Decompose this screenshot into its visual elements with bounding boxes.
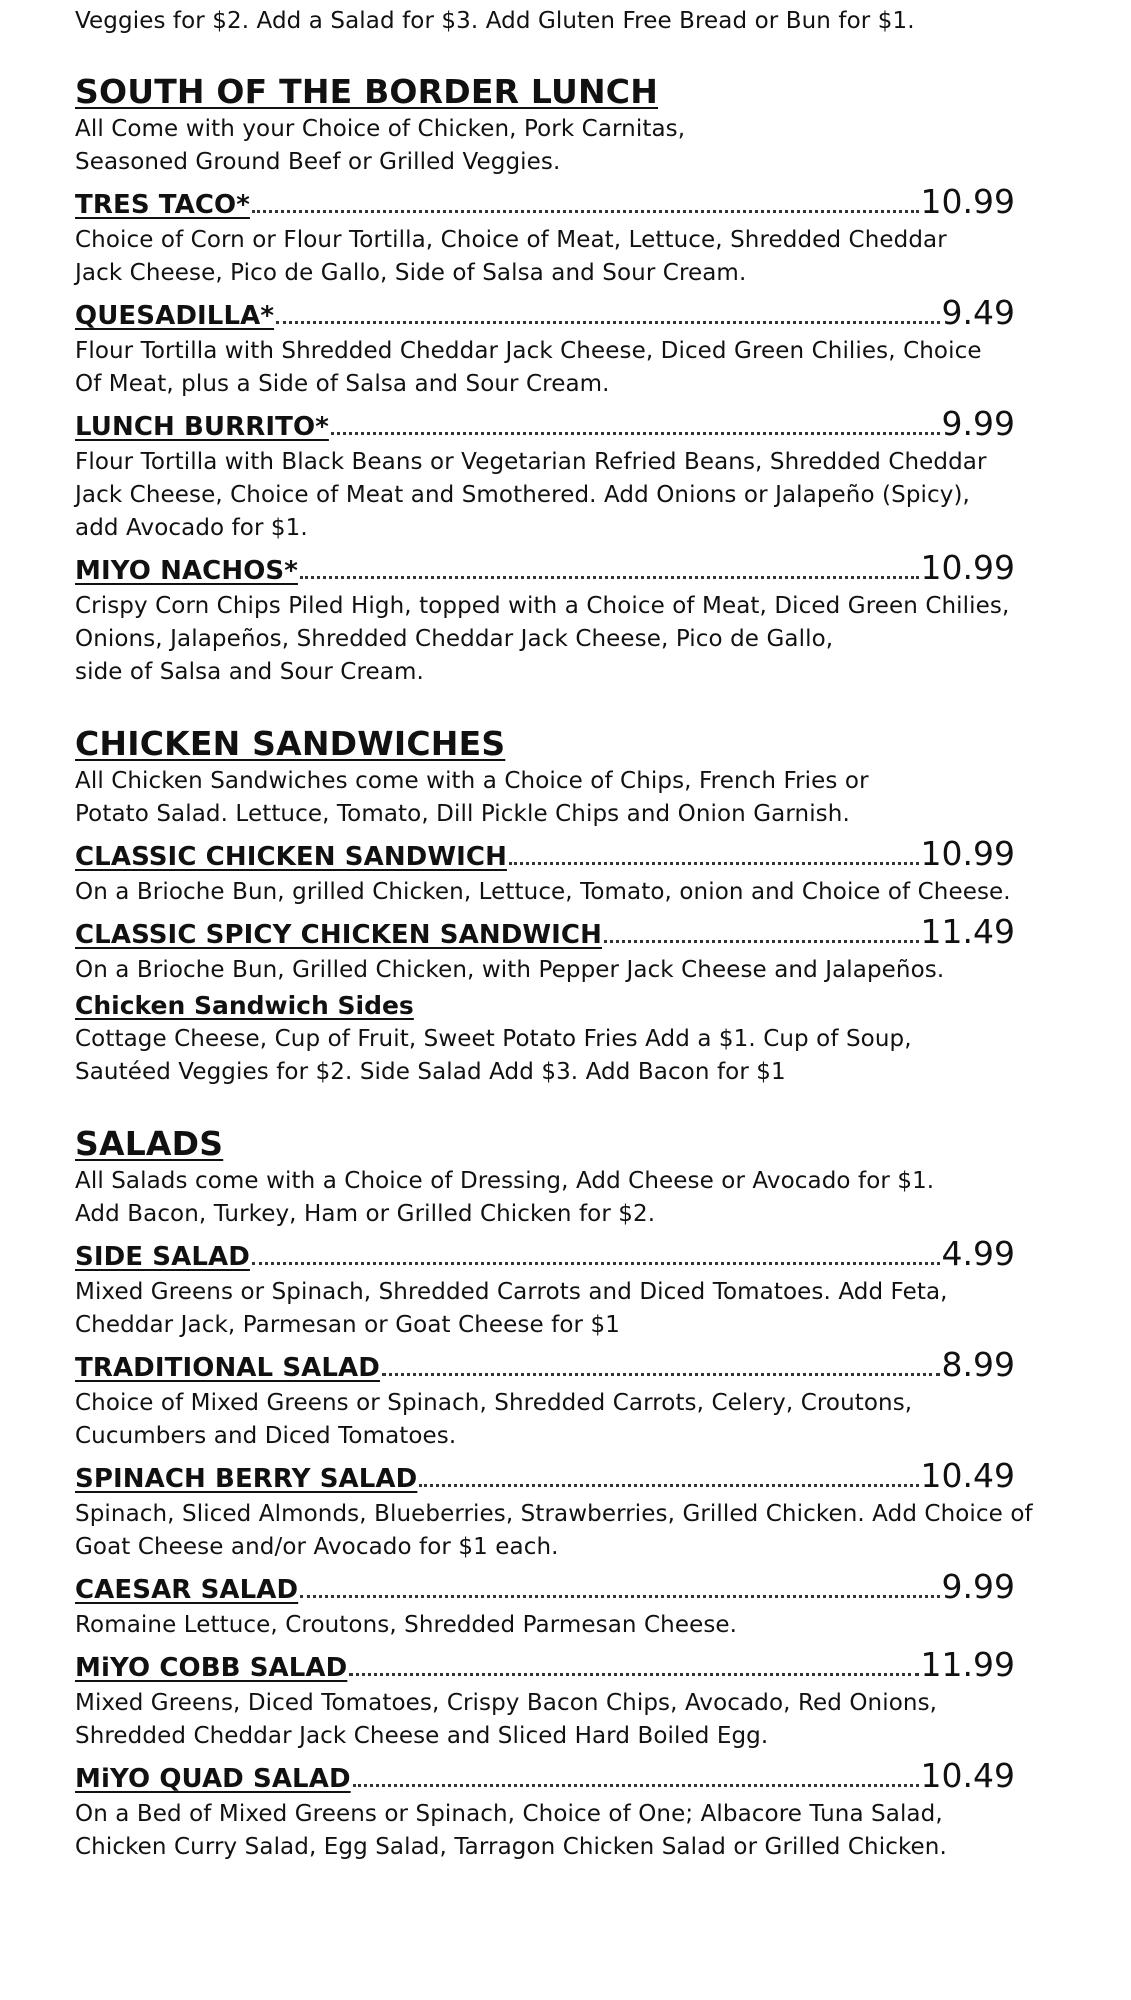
menu-item-name: LUNCH BURRITO* xyxy=(75,412,329,442)
dot-leader xyxy=(349,1673,918,1676)
menu-item-header xyxy=(75,1234,1015,1276)
menu-item-description: Flour Tortilla with Black Beans or Vegetarian Refried Beans, Shredded Cheddar Jack Cheese, Choice of Meat and Smothered. Add Onions or Jalapeño (Spicy), add Avocado for $1. xyxy=(75,449,987,541)
section-title: SALADS xyxy=(75,1124,224,1163)
menu-item-price: 9.99 xyxy=(941,1567,1015,1606)
menu-item xyxy=(75,834,1035,909)
menu-item-name: MIYO NACHOS* xyxy=(75,556,298,586)
menu-item-header xyxy=(75,1567,1015,1609)
sides-title: Chicken Sandwich Sides xyxy=(75,991,414,1020)
menu-item-description: Mixed Greens, Diced Tomatoes, Crispy Bacon Chips, Avocado, Red Onions, Shredded Cheddar Jack Cheese and Sliced Hard Boiled Egg. xyxy=(75,1690,938,1749)
dot-leader xyxy=(300,1595,939,1598)
section-title: SOUTH OF THE BORDER LUNCH xyxy=(75,72,659,111)
menu-item-header xyxy=(75,1456,1015,1498)
menu-item-header xyxy=(75,1645,1015,1687)
menu-item-price: 8.99 xyxy=(941,1345,1015,1384)
menu-item-description: Romaine Lettuce, Croutons, Shredded Parmesan Cheese. xyxy=(75,1612,738,1638)
sides-description: Cottage Cheese, Cup of Fruit, Sweet Potato Fries Add a $1. Cup of Soup, Sautéed Veggies for $2. Side Salad Add $3. Add Bacon for $1 xyxy=(75,1026,912,1085)
menu-item-description: Mixed Greens or Spinach, Shredded Carrots and Diced Tomatoes. Add Feta, Cheddar Jack, Parmesan or Goat Cheese for $1 xyxy=(75,1279,948,1338)
menu-item-price: 10.49 xyxy=(920,1456,1015,1495)
menu-item-name: SIDE SALAD xyxy=(75,1242,250,1272)
top-note: Veggies for $2. Add a Salad for $3. Add Gluten Free Bread or Bun for $1. xyxy=(75,8,915,34)
menu-item xyxy=(75,548,1035,689)
section-south-of-the-border xyxy=(75,71,1035,689)
menu-item-header xyxy=(75,1756,1015,1798)
menu-item-price: 10.99 xyxy=(920,834,1015,873)
dot-leader xyxy=(276,321,939,324)
menu-item-price: 4.99 xyxy=(941,1234,1015,1273)
menu-item-name: MiYO QUAD SALAD xyxy=(75,1764,351,1794)
section-description: All Salads come with a Choice of Dressing, Add Cheese or Avocado for $1. Add Bacon, Turkey, Ham or Grilled Chicken for $2. xyxy=(75,1168,935,1227)
menu-item-price: 9.99 xyxy=(941,404,1015,443)
menu-item xyxy=(75,912,1035,987)
menu-item-header xyxy=(75,912,1015,954)
menu-item-header xyxy=(75,1345,1015,1387)
dot-leader xyxy=(382,1373,940,1376)
menu-item-header xyxy=(75,293,1015,335)
menu-item xyxy=(75,1756,1035,1864)
menu-item-name: CLASSIC CHICKEN SANDWICH xyxy=(75,842,507,872)
menu-item xyxy=(75,293,1035,401)
menu-item-name: QUESADILLA* xyxy=(75,301,275,331)
menu-item-description: Choice of Corn or Flour Tortilla, Choice of Meat, Lettuce, Shredded Cheddar Jack Cheese, Pico de Gallo, Side of Salsa and Sour Cream. xyxy=(75,227,947,286)
menu-item-description: Spinach, Sliced Almonds, Blueberries, Strawberries, Grilled Chicken. Add Choice of Goat Cheese and/or Avocado for $1 each. xyxy=(75,1501,1033,1560)
menu-item-header xyxy=(75,548,1015,590)
menu-page xyxy=(75,0,1035,1864)
section-description: All Come with your Choice of Chicken, Pork Carnitas, Seasoned Ground Beef or Grilled Veggies. xyxy=(75,116,686,175)
menu-item-price: 9.49 xyxy=(941,293,1015,332)
dot-leader xyxy=(331,432,940,435)
menu-item-name: CLASSIC SPICY CHICKEN SANDWICH xyxy=(75,920,602,950)
dot-leader xyxy=(604,940,919,943)
menu-item xyxy=(75,1345,1035,1453)
dot-leader xyxy=(353,1784,919,1787)
menu-item-name: TRADITIONAL SALAD xyxy=(75,1353,380,1383)
menu-item-name: MiYO COBB SALAD xyxy=(75,1653,348,1683)
menu-item-price: 11.49 xyxy=(920,912,1015,951)
menu-item xyxy=(75,1567,1035,1642)
dot-leader xyxy=(419,1484,918,1487)
dot-leader xyxy=(252,1262,940,1265)
menu-item-name: TRES TACO* xyxy=(75,190,250,220)
section-chicken-sandwiches xyxy=(75,723,1035,1089)
dot-leader xyxy=(509,862,919,865)
menu-item xyxy=(75,1456,1035,1564)
menu-item xyxy=(75,404,1035,545)
menu-item xyxy=(75,182,1035,290)
menu-item-description: On a Brioche Bun, grilled Chicken, Lettuce, Tomato, onion and Choice of Cheese. xyxy=(75,879,1011,905)
menu-item-description: Crispy Corn Chips Piled High, topped with a Choice of Meat, Diced Green Chilies, Onions, Jalapeños, Shredded Cheddar Jack Cheese, Pico de Gallo, side of Salsa and Sour Cream. xyxy=(75,593,1010,685)
dot-leader xyxy=(300,576,919,579)
menu-item-description: Flour Tortilla with Shredded Cheddar Jack Cheese, Diced Green Chilies, Choice Of Meat, plus a Side of Salsa and Sour Cream. xyxy=(75,338,982,397)
menu-item-price: 10.99 xyxy=(920,182,1015,221)
menu-item-name: SPINACH BERRY SALAD xyxy=(75,1464,418,1494)
menu-item xyxy=(75,1645,1035,1753)
menu-item-name: CAESAR SALAD xyxy=(75,1575,299,1605)
menu-item-header xyxy=(75,834,1015,876)
section-salads xyxy=(75,1123,1035,1864)
section-description: All Chicken Sandwiches come with a Choice of Chips, French Fries or Potato Salad. Lettuce, Tomato, Dill Pickle Chips and Onion Garnish. xyxy=(75,768,869,827)
menu-item-description: Choice of Mixed Greens or Spinach, Shredded Carrots, Celery, Croutons, Cucumbers and Diced Tomatoes. xyxy=(75,1390,913,1449)
menu-item-description: On a Brioche Bun, Grilled Chicken, with Pepper Jack Cheese and Jalapeños. xyxy=(75,957,945,983)
dot-leader xyxy=(252,210,919,213)
menu-item-description: On a Bed of Mixed Greens or Spinach, Choice of One; Albacore Tuna Salad, Chicken Curry Salad, Egg Salad, Tarragon Chicken Salad or Grilled Chicken. xyxy=(75,1801,947,1860)
menu-item-price: 10.49 xyxy=(920,1756,1015,1795)
section-title: CHICKEN SANDWICHES xyxy=(75,724,506,763)
menu-item-price: 11.99 xyxy=(920,1645,1015,1684)
menu-item xyxy=(75,1234,1035,1342)
menu-item-price: 10.99 xyxy=(920,548,1015,587)
menu-item-header xyxy=(75,404,1015,446)
menu-item-header xyxy=(75,182,1015,224)
